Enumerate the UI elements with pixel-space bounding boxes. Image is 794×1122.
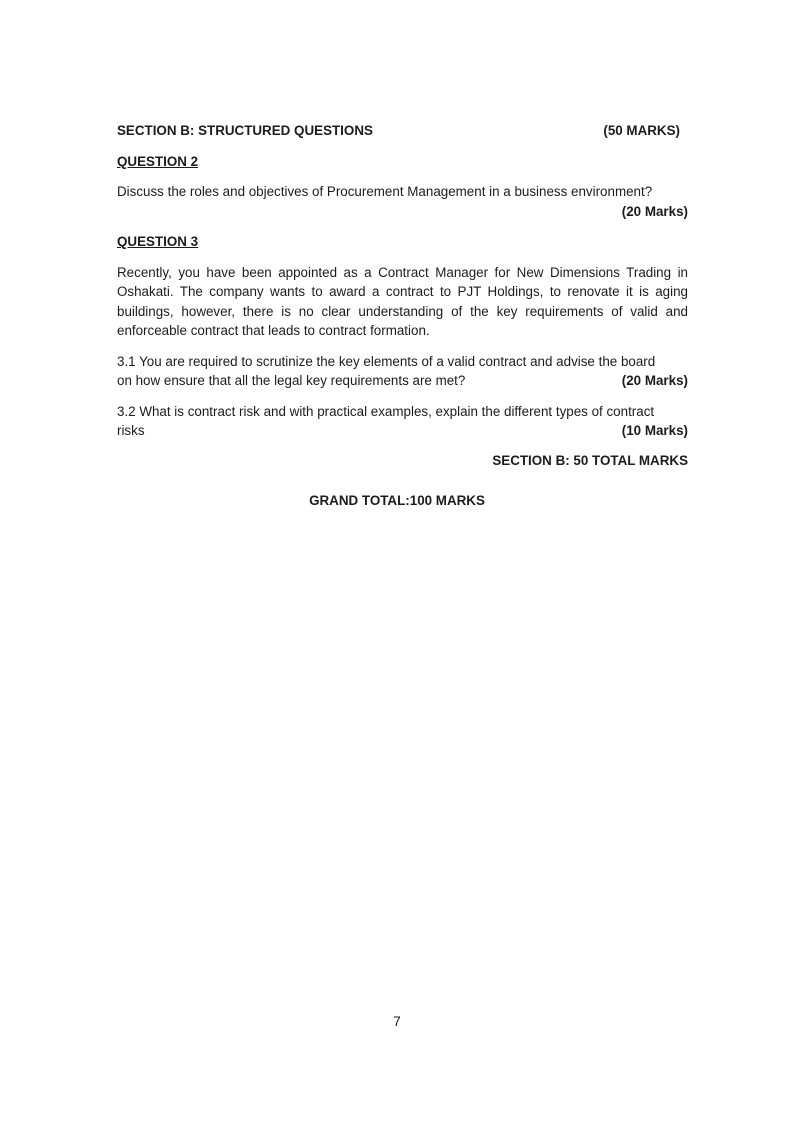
section-marks: (50 MARKS) bbox=[603, 123, 680, 138]
section-heading bbox=[117, 121, 688, 141]
page-content bbox=[117, 121, 688, 470]
question-2-block bbox=[117, 182, 688, 221]
question-2-heading: QUESTION 2 bbox=[117, 153, 199, 169]
section-title: SECTION B: STRUCTURED QUESTIONS bbox=[117, 123, 373, 138]
question-3-1-block bbox=[117, 352, 688, 391]
question-2-text: Discuss the roles and objectives of Procurement Management in a business environment? bbox=[117, 184, 653, 199]
question-3-2-block bbox=[117, 402, 688, 441]
question-3-1-marks: (20 Marks) bbox=[621, 373, 688, 388]
question-3-2-marks: (10 Marks) bbox=[621, 423, 688, 438]
question-3-intro: Recently, you have been appointed as a Contract Manager for New Dimensions Trading in Oshakati. The company wants to award a contract to PJT Holdings, to renovate it is aging buildings, however, there is no clear understanding of the key requirements of valid and enforceable contract that leads to contract formation. bbox=[117, 264, 688, 338]
question-3-1-line1: 3.1 You are required to scrutinize the key elements of a valid contract and advise the board bbox=[117, 353, 656, 369]
question-3-1-line2: on how ensure that all the legal key requirements are met? bbox=[117, 373, 466, 388]
question-3-2-line1: 3.2 What is contract risk and with practical examples, explain the different types of contract bbox=[117, 403, 655, 419]
question-3-1-row bbox=[117, 371, 688, 391]
question-3-2-row bbox=[117, 421, 688, 441]
page-number: 7 bbox=[393, 1014, 401, 1029]
question-3-2-line2: risks bbox=[117, 423, 145, 438]
question-2-marks: (20 Marks) bbox=[621, 203, 688, 219]
section-total: SECTION B: 50 TOTAL MARKS bbox=[492, 452, 688, 468]
grand-total: GRAND TOTAL:100 MARKS bbox=[309, 493, 485, 508]
question-3-heading: QUESTION 3 bbox=[117, 234, 199, 249]
